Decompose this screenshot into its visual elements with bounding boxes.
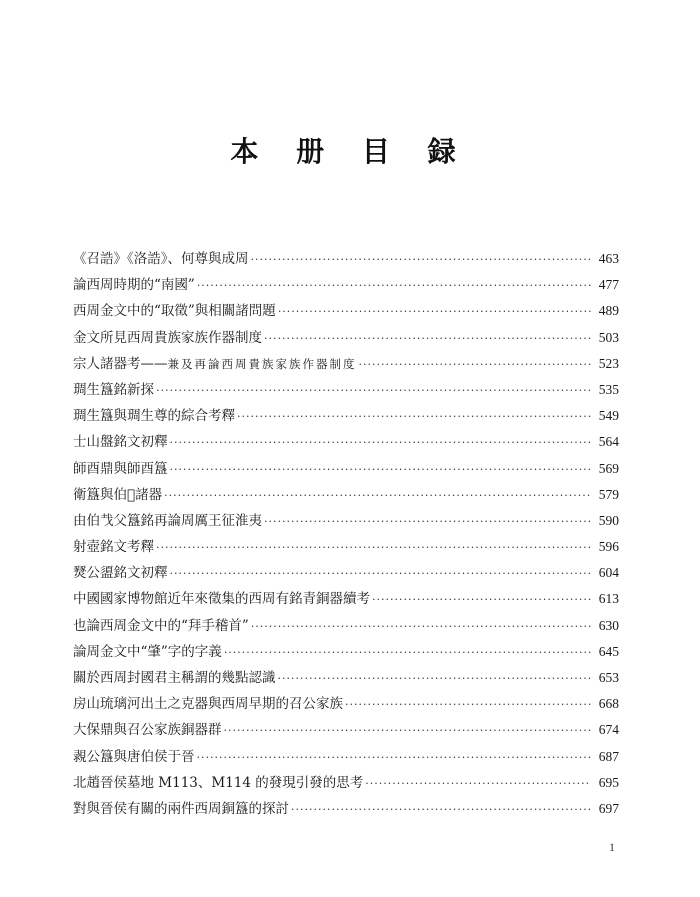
toc-entry[interactable]: [73, 744, 619, 770]
toc-entry[interactable]: [73, 508, 619, 534]
dot-leader: [170, 430, 592, 456]
toc-entry-title: 對與晉侯有關的兩件西周銅簋的探討: [73, 800, 289, 817]
toc-entry[interactable]: [73, 770, 619, 796]
toc-entry-page: 630: [598, 617, 619, 633]
toc-entry-title: 燹公盨銘文初釋: [73, 565, 168, 582]
toc-entry-page: 674: [598, 722, 619, 738]
dot-leader: [264, 509, 591, 535]
toc-entry-title: 大保鼎與召公家族銅器群: [73, 722, 222, 739]
toc-entry-page: 463: [598, 251, 619, 266]
toc-entry[interactable]: [73, 665, 619, 691]
dot-leader: [264, 326, 591, 352]
toc-entry[interactable]: [73, 482, 619, 508]
toc-entry-page: 613: [598, 591, 619, 607]
dot-leader: [251, 247, 592, 273]
toc-entry-page: 535: [598, 381, 619, 397]
dot-leader: [278, 666, 592, 692]
toc-entry[interactable]: [73, 429, 619, 455]
page-number: 1: [609, 840, 615, 854]
toc-entry-title: 䚄公簋與唐伯侯于晉: [73, 748, 195, 765]
toc-entry-title: 琱生簋與琱生尊的綜合考釋: [73, 408, 235, 425]
toc-entry-title: 也論西周金文中的“拜手稽首”: [73, 617, 249, 634]
dot-leader: [278, 299, 591, 325]
toc-entry[interactable]: [73, 796, 619, 822]
dot-leader: [291, 797, 591, 823]
table-of-contents: [73, 246, 619, 822]
toc-entry-title: 衛簋與伯𤞍諸器: [73, 486, 163, 503]
toc-entry[interactable]: [73, 586, 619, 612]
dot-leader: [197, 273, 591, 299]
dot-leader: [372, 587, 591, 613]
toc-entry-page: 503: [598, 329, 619, 345]
toc-entry-page: 489: [598, 303, 619, 319]
toc-entry[interactable]: [73, 639, 619, 665]
toc-entry-page: 549: [598, 408, 619, 424]
dot-leader: [164, 483, 591, 509]
toc-entry-page: 564: [598, 434, 619, 450]
toc-entry-title: 士山盤銘文初釋: [73, 434, 168, 451]
toc-entry-page: 653: [598, 670, 619, 685]
toc-entry-page: 687: [598, 748, 619, 764]
dot-leader: [365, 771, 591, 797]
toc-entry-title: 中國國家博物館近年來徵集的西周有銘青銅器續考: [73, 591, 370, 608]
toc-entry-page: 697: [598, 800, 619, 816]
toc-entry[interactable]: [73, 377, 619, 403]
dot-leader: [170, 457, 592, 483]
toc-entry[interactable]: [73, 403, 619, 429]
toc-entry-page: 523: [598, 355, 619, 371]
dot-leader: [359, 352, 592, 378]
toc-entry-page: 668: [598, 696, 619, 712]
toc-entry-title: 宗人諸器考——: [73, 355, 168, 372]
toc-entry[interactable]: [73, 534, 619, 560]
toc-entry[interactable]: [73, 325, 619, 351]
dot-leader: [345, 692, 591, 718]
toc-entry-title: 北趙晉侯墓地 M113、M114 的發現引發的思考: [73, 774, 364, 791]
toc-entry-title: 射壺銘文考釋: [73, 539, 154, 556]
page-title: 本 册 目 録: [230, 135, 470, 168]
dot-leader: [251, 614, 591, 640]
toc-entry[interactable]: [73, 456, 619, 482]
toc-entry-title: 論西周時期的“南國”: [73, 277, 195, 294]
toc-entry-subtitle: 兼及再論西周貴族家族作器制度: [167, 356, 357, 371]
toc-entry-title: 《召誥》《洛誥》、何尊與成周: [73, 251, 249, 267]
toc-entry-title: 由伯𢦏父簋銘再論周厲王征淮夷: [73, 512, 262, 529]
toc-entry-title: 琱生簋銘新探: [73, 381, 154, 398]
dot-leader: [156, 378, 591, 404]
toc-entry-title: 關於西周封國君主稱謂的幾點認識: [73, 670, 276, 686]
toc-entry[interactable]: [73, 560, 619, 586]
toc-entry-title: 西周金文中的“取徵”與相關諸問題: [73, 303, 276, 320]
toc-entry-page: 596: [598, 539, 619, 555]
toc-entry-page: 569: [598, 460, 619, 476]
dot-leader: [224, 718, 592, 744]
toc-entry-page: 604: [598, 565, 619, 581]
dot-leader: [224, 640, 591, 666]
toc-entry-title: 師酉鼎與師酉簋: [73, 460, 168, 477]
toc-entry[interactable]: [73, 246, 619, 272]
dot-leader: [197, 745, 592, 771]
toc-entry[interactable]: [73, 298, 619, 324]
toc-entry-title: 金文所見西周貴族家族作器制度: [73, 329, 262, 346]
toc-entry-page: 695: [598, 774, 619, 790]
toc-entry[interactable]: [73, 272, 619, 298]
dot-leader: [237, 404, 591, 430]
toc-entry-page: 645: [598, 643, 619, 659]
toc-entry[interactable]: [73, 351, 619, 377]
toc-entry-title: 論周金文中“肇”字的字義: [73, 643, 222, 660]
toc-entry[interactable]: [73, 717, 619, 743]
toc-entry-page: 579: [598, 486, 619, 502]
toc-entry-page: 477: [598, 277, 619, 293]
toc-entry[interactable]: [73, 613, 619, 639]
toc-entry[interactable]: [73, 691, 619, 717]
dot-leader: [170, 561, 592, 587]
dot-leader: [156, 535, 591, 561]
toc-entry-title: 房山琉璃河出土之克器與西周早期的召公家族: [73, 696, 343, 713]
toc-entry-page: 590: [598, 512, 619, 528]
